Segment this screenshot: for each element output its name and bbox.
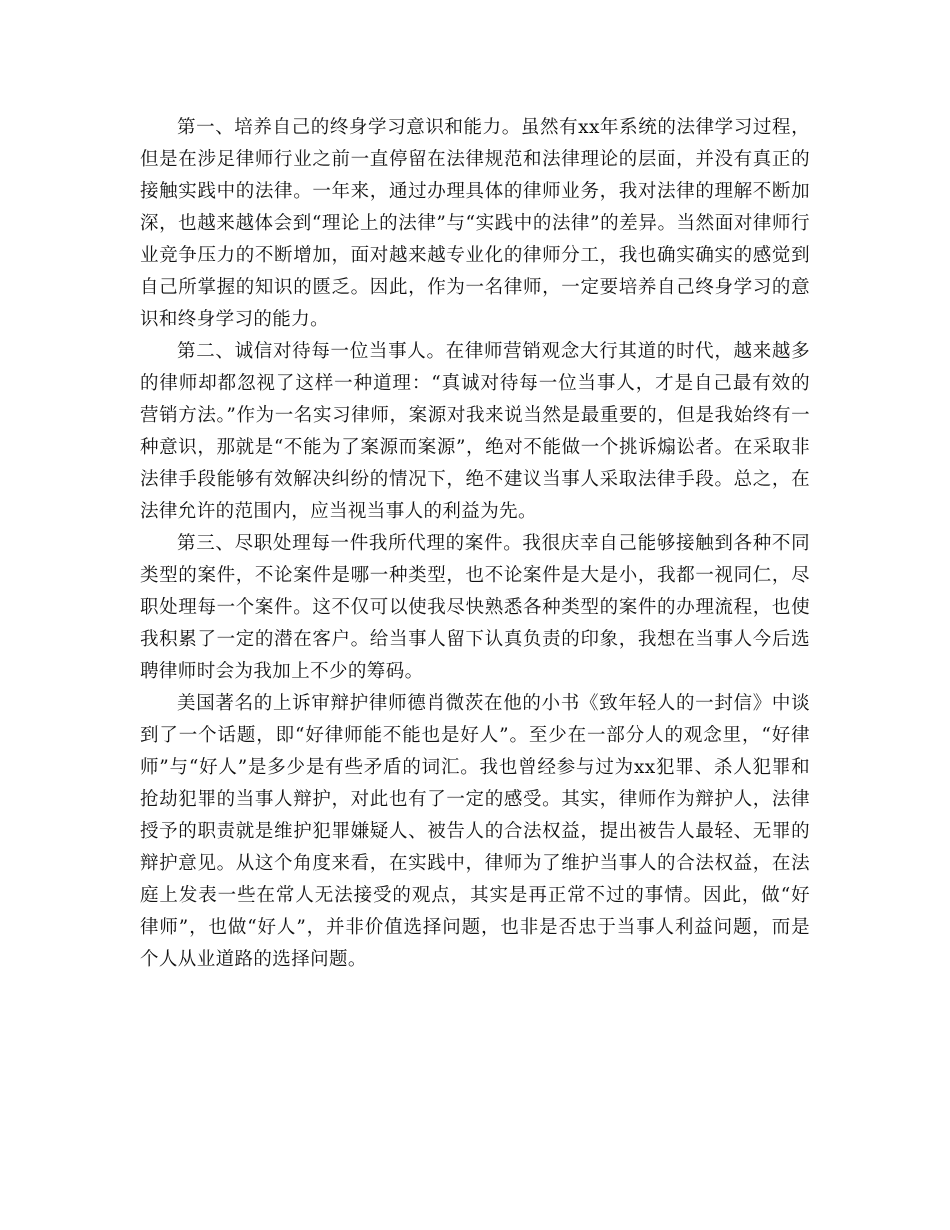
paragraph-lifelong-learning: 第一、培养自己的终身学习意识和能力。虽然有xx年系统的法律学习过程，但是在涉足律师行业之前一直停留在法律规范和法律理论的层面，并没有真正的接触实践中的法律。一年来，通过办理具体的律师业务，我对法律的理解不断加深，也越来越体会到“理论上的法律”与“实践中的法律”的差异。当然面对律师行业竞争压力的不断增加，面对越来越专业化的律师分工，我也确实确实的感觉到自己所掌握的知识的匮乏。因此，作为一名律师，一定要培养自己终身学习的意识和终身学习的能力。 <box>140 117 810 330</box>
paragraph-diligence: 第三、尽职处理每一件我所代理的案件。我很庆幸自己能够接触到各种不同类型的案件，不论案件是哪一种类型，也不论案件是大是小，我都一视同仁，尽职处理每一个案件。这不仅可以使我尽快熟悉各种类型的案件的办理流程，也使我积累了一定的潜在客户。给当事人留下认真负责的印象，我想在当事人今后选聘律师时会为我加上不少的筹码。 <box>140 533 810 682</box>
paragraph-integrity: 第二、诚信对待每一位当事人。在律师营销观念大行其道的时代，越来越多的律师却都忽视了这样一种道理：“真诚对待每一位当事人，才是自己最有效的营销方法。”作为一名实习律师，案源对我来说当然是最重要的，但是我始终有一种意识，那就是“不能为了案源而案源”，绝对不能做一个挑诉煽讼者。在采取非法律手段能够有效解决纠纷的情况下，绝不建议当事人采取法律手段。总之，在法律允许的范围内，应当视当事人的利益为先。 <box>140 341 810 522</box>
paragraph-good-lawyer: 美国著名的上诉审辩护律师德肖微茨在他的小书《致年轻人的一封信》中谈到了一个话题，即“好律师能不能也是好人”。至少在一部分人的观念里，“好律师”与“好人”是多少是有些矛盾的词汇。我也曾经参与过为xx犯罪、杀人犯罪和抢劫犯罪的当事人辩护，对此也有了一定的感受。其实，律师作为辩护人，法律授予的职责就是维护犯罪嫌疑人、被告人的合法权益，提出被告人最轻、无罪的辩护意见。从这个角度来看，在实践中，律师为了维护当事人的合法权益，在法庭上发表一些在常人无法接受的观点，其实是再正常不过的事情。因此，做“好律师”，也做“好人”，并非价值选择问题，也非是否忠于当事人利益问题，而是个人从业道路的选择问题。 <box>140 693 810 970</box>
